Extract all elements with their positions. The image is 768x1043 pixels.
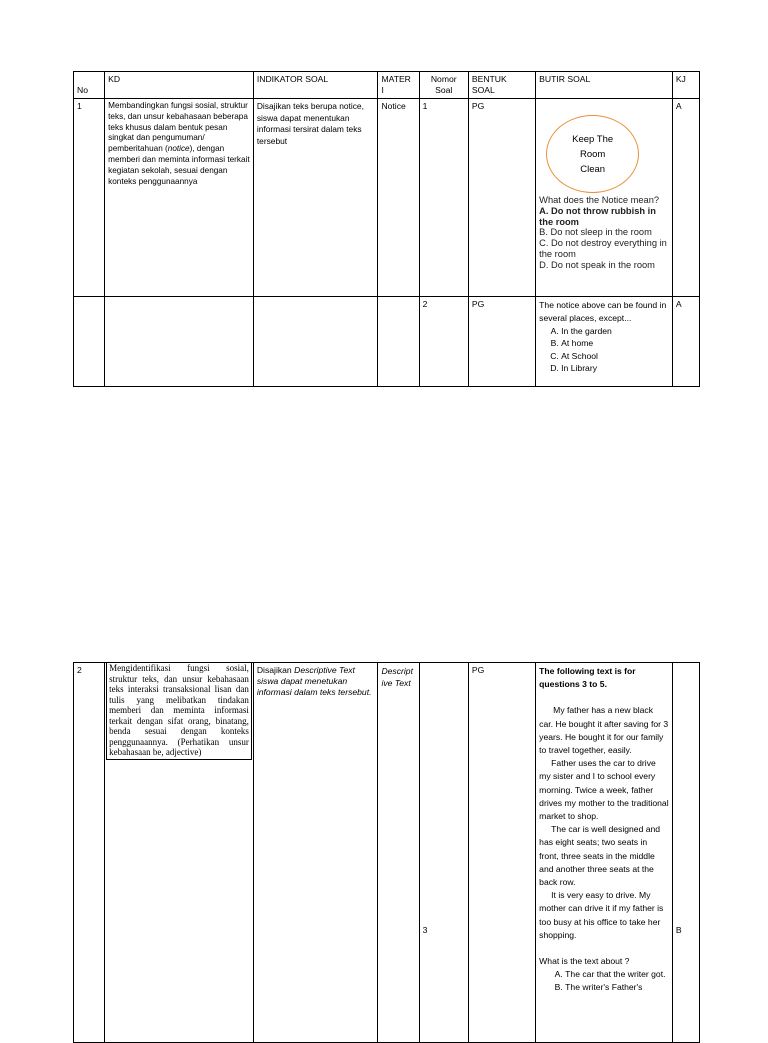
row-indikator: Disajikan teks berupa notice, siswa dapat menentukan informasi tersirat dalam teks tersebut bbox=[253, 99, 378, 297]
row-materi: Notice bbox=[378, 99, 419, 297]
list-item: C. At School bbox=[561, 350, 669, 363]
row-materi bbox=[378, 297, 419, 387]
row-nomor: 2 bbox=[419, 297, 468, 387]
row-kd bbox=[105, 297, 254, 387]
row-bentuk: PG bbox=[468, 99, 535, 297]
header-nomor: Nomor Soal bbox=[419, 72, 468, 99]
options-list bbox=[539, 325, 669, 375]
row-no: 2 bbox=[74, 663, 105, 1043]
row-kd: Mengidentifikasi fungsi sosial, struktur teks, dan unsur kebahasaan teks interaksi transaksional lisan dan tulis yang melibatkan tindakan memberi dan meminta informasi terkait dengan sifat orang, binatang, benda sesuai dengan konteks penggunaannya. (Perhatikan unsur kebahasaan be, adjective) bbox=[105, 663, 254, 1043]
row-indikator: Disajikan Descriptive Text siswa dapat menetukan informasi dalam teks tersebut. bbox=[253, 663, 378, 1043]
row-kj: A bbox=[672, 99, 699, 297]
row-bentuk: PG bbox=[468, 663, 535, 1043]
row-butir bbox=[536, 99, 673, 297]
header-no: No bbox=[74, 72, 105, 99]
row-bentuk: PG bbox=[468, 297, 535, 387]
list-item: B. The writer's Father's bbox=[565, 981, 669, 994]
header-butir: BUTIR SOAL bbox=[536, 72, 673, 99]
question-1: What does the Notice mean? A. Do not throw rubbish in the room B. Do not sleep in the room C. Do not destroy everything in the room D. Do not speak in the room bbox=[539, 195, 667, 270]
header-kj: KJ bbox=[672, 72, 699, 99]
row-kj: A bbox=[672, 297, 699, 387]
kisi-kisi-table-2 bbox=[73, 662, 700, 1043]
row-no: 1 bbox=[74, 99, 105, 297]
options-list bbox=[539, 968, 669, 993]
option-c: C. Do not destroy everything in the room bbox=[539, 238, 667, 259]
list-item: A. In the garden bbox=[561, 325, 669, 338]
table-row bbox=[74, 99, 700, 297]
header-indikator: INDIKATOR SOAL bbox=[253, 72, 378, 99]
table-row bbox=[74, 297, 700, 387]
kisi-kisi-table-1 bbox=[73, 71, 700, 387]
row-nomor: 1 bbox=[419, 99, 468, 297]
notice-figure bbox=[539, 99, 669, 195]
list-item: B. At home bbox=[561, 337, 669, 350]
row-butir bbox=[536, 663, 673, 1043]
header-bentuk: BENTUK SOAL bbox=[468, 72, 535, 99]
row-nomor: 3 bbox=[419, 663, 468, 1043]
row-kj: B bbox=[672, 663, 699, 1043]
option-b: B. Do not sleep in the room bbox=[539, 227, 652, 238]
table-row bbox=[74, 663, 700, 1043]
option-a: A. Do not throw rubbish in the room bbox=[539, 205, 656, 227]
header-materi: MATER I bbox=[378, 72, 419, 99]
row-kd: Membandingkan fungsi sosial, struktur teks, dan unsur kebahasaan beberapa teks khusus dalam bentuk pesan singkat dan pengumuman/ pemberitahuan (notice), dengan memberi dan meminta informasi terkait kegiatan sekolah, sesuai dengan konteks penggunaannya bbox=[105, 99, 254, 297]
list-item: D. In Library bbox=[561, 362, 669, 375]
row-materi: Descript ive Text bbox=[378, 663, 419, 1043]
notice-oval: Keep The Room Clean bbox=[546, 115, 639, 193]
row-butir: The notice above can be found in several places, except... A. In the garden B. At home C. At School D. In Library bbox=[536, 297, 673, 387]
list-item: A. The car that the writer got. bbox=[565, 968, 669, 981]
reading-text: The following text is for questions 3 to 5. My father has a new black car. He bought it after saving for 3 years. He bought it for our family to travel together, easily. Father uses the car to drive my sister and I to school every morning. Twice a week, father drives my mother to the traditional market to shop. The car is well designed and has eight seats; two seats in front, three seats in the middle and another three seats at the back row. It is very easy to drive. My mother can drive it if my father is too busy at his office to take her shopping. What is the text about ? A. The car that the writer got. B. The writer's Father's bbox=[539, 665, 669, 993]
header-kd: KD bbox=[105, 72, 254, 99]
row-no bbox=[74, 297, 105, 387]
table-header-row bbox=[74, 72, 700, 99]
option-d: D. Do not speak in the room bbox=[539, 259, 655, 270]
row-indikator bbox=[253, 297, 378, 387]
